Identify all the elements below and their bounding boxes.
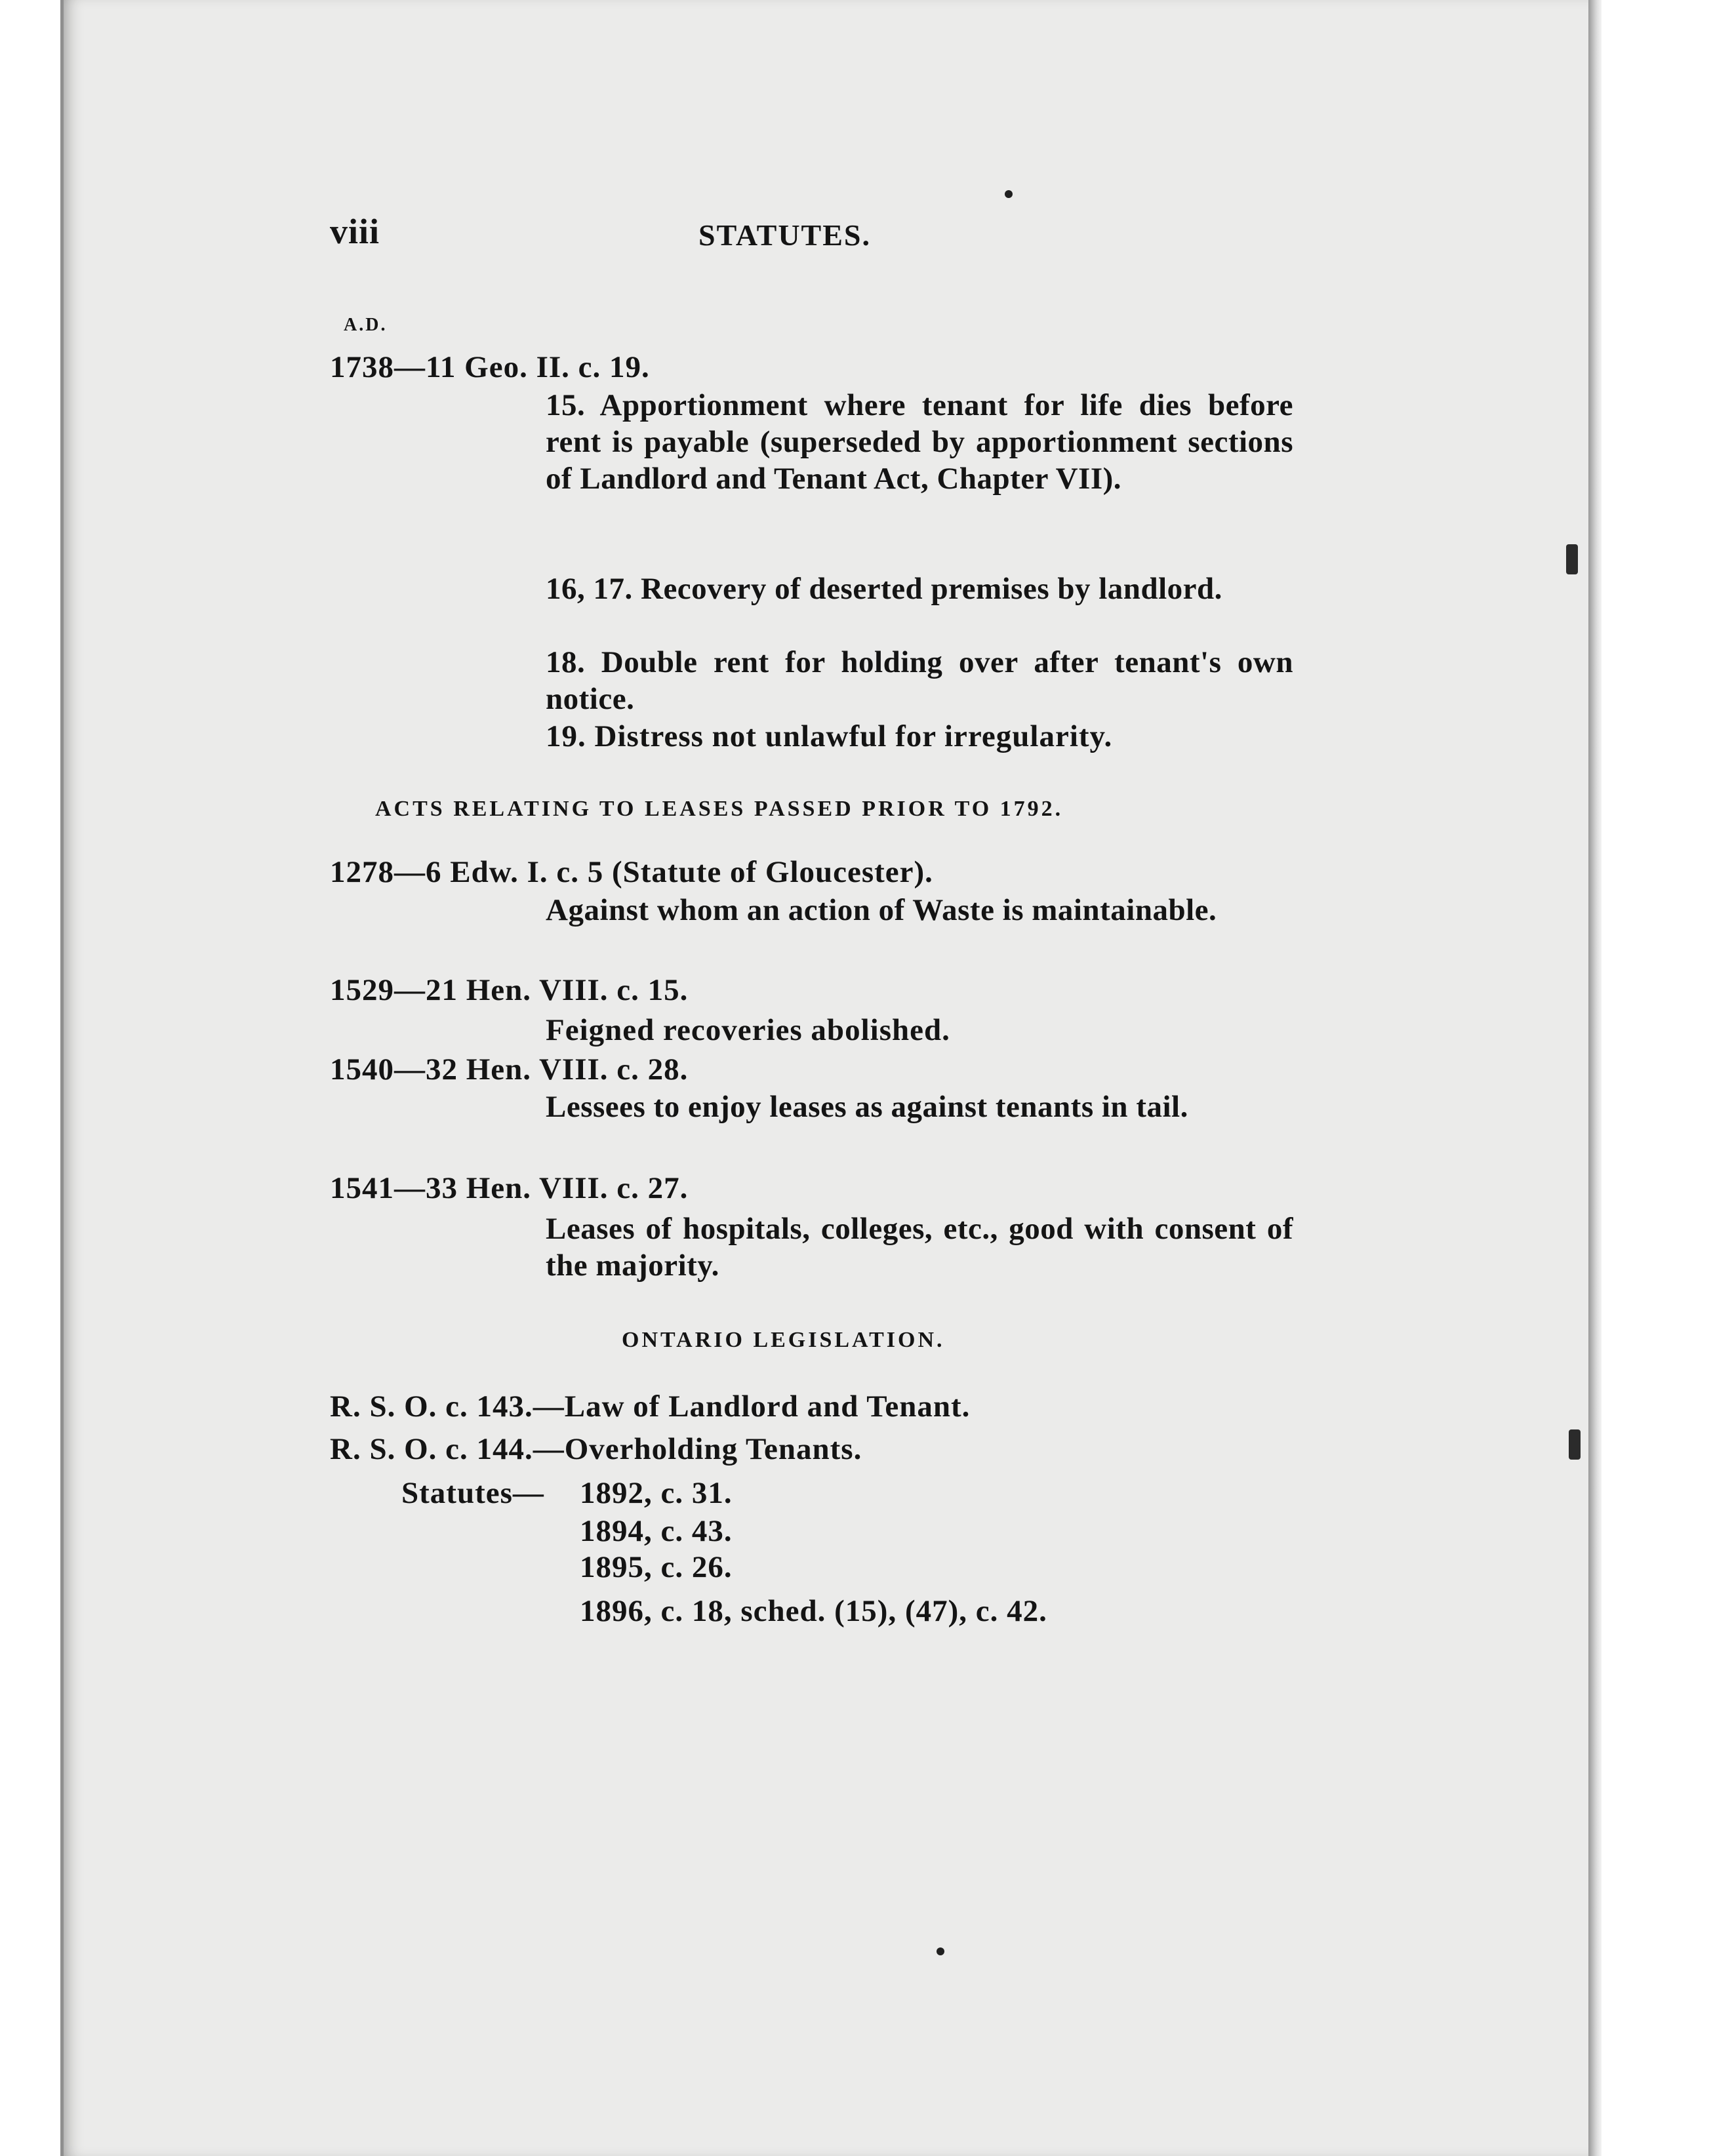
section-heading-leases: ACTS RELATING TO LEASES PASSED PRIOR TO 1792. [375, 797, 1064, 821]
act-desc-1278: Against whom an action of Waste is maintainable. [546, 893, 1217, 927]
book-page [60, 0, 1592, 2156]
act-desc-1540: Lessees to enjoy leases as against tenants in tail. [546, 1090, 1188, 1124]
statute-1894: 1894, c. 43. [580, 1514, 733, 1548]
statute-1895: 1895, c. 26. [580, 1550, 733, 1584]
section-19 [546, 719, 1112, 754]
section-text: Apportionment where tenant for life dies before rent is payable (superseded by apportionment sections of Landlord and Tenant Act, Chapter VII). [546, 388, 1293, 496]
page-number: viii [330, 212, 380, 251]
section-text: Double rent for holding over after tenant's own notice. [546, 645, 1294, 716]
statute-1892: 1892, c. 31. [580, 1476, 733, 1510]
statute-1896: 1896, c. 18, sched. (15), (47), c. 42. [580, 1594, 1047, 1628]
act-heading-1540: 1540—32 Hen. VIII. c. 28. [330, 1052, 689, 1087]
rso-144: R. S. O. c. 144.—Overholding Tenants. [330, 1432, 862, 1466]
section-15 [546, 387, 1293, 497]
print-speck [1005, 190, 1013, 198]
statutes-label: Statutes— [401, 1476, 544, 1510]
rso-143: R. S. O. c. 143.—Law of Landlord and Tenant. [330, 1389, 971, 1424]
section-number: 16, 17. [546, 572, 633, 606]
section-18 [546, 644, 1293, 717]
page-title: STATUTES. [698, 218, 872, 252]
act-heading-1738: 1738—11 Geo. II. c. 19. [330, 350, 650, 384]
act-desc-1541: Leases of hospitals, colleges, etc., good with consent of the majority. [546, 1212, 1293, 1283]
binding-mark [1566, 544, 1578, 574]
print-speck [937, 1947, 944, 1955]
section-text: Distress not unlawful for irregularity. [594, 719, 1113, 753]
ad-label: A.D. [344, 315, 388, 335]
act-heading-1529: 1529—21 Hen. VIII. c. 15. [330, 973, 689, 1007]
act-heading-1541: 1541—33 Hen. VIII. c. 27. [330, 1171, 689, 1205]
binding-mark [1569, 1429, 1581, 1460]
section-number: 15. [546, 388, 586, 422]
section-number: 19. [546, 719, 586, 753]
section-number: 18. [546, 645, 586, 679]
page-spine-edge [1588, 0, 1602, 2156]
section-text: Recovery of deserted premises by landlord. [641, 572, 1222, 606]
section-heading-ontario: ONTARIO LEGISLATION. [622, 1328, 945, 1352]
section-16-17 [546, 570, 1293, 607]
act-heading-1278: 1278—6 Edw. I. c. 5 (Statute of Gloucester). [330, 855, 933, 889]
act-desc-1529: Feigned recoveries abolished. [546, 1013, 950, 1047]
